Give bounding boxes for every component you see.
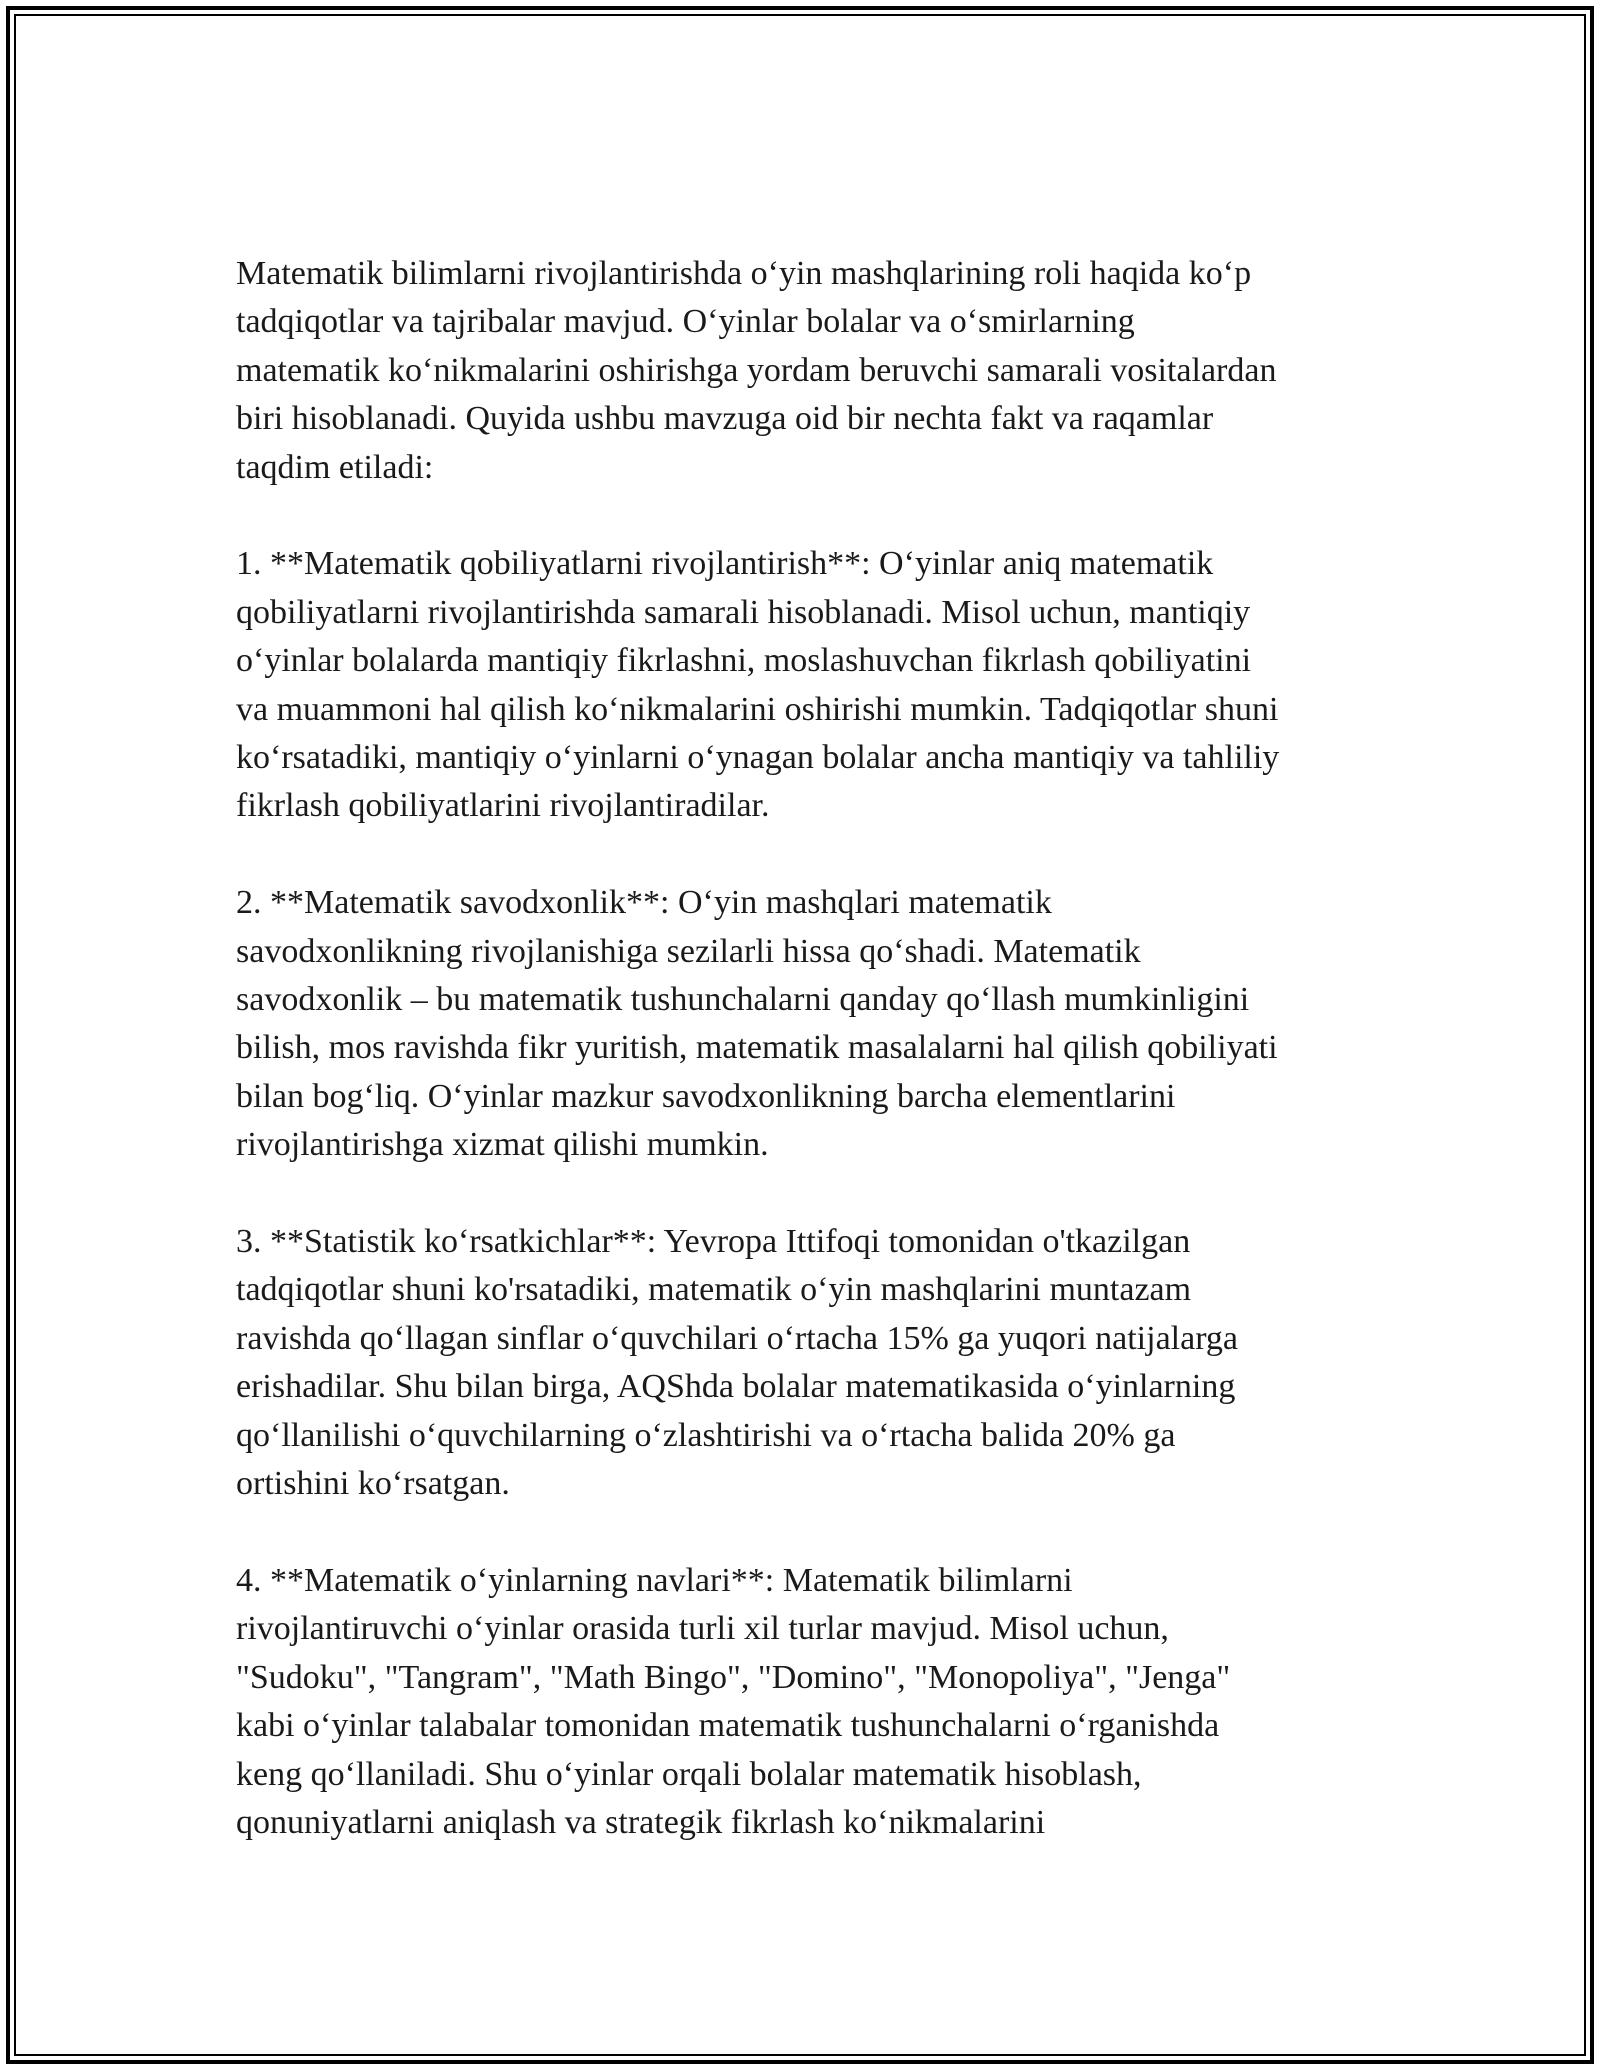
document-body xyxy=(236,250,1396,1847)
paragraph-2-math-literacy: 2. **Matematik savodxonlik**: O‘yin mashqlari matematik savodxonlikning rivojlanishiga sezilarli hissa qo‘shadi. Matematik savodxonlik – bu matematik tushunchalarni qanday qo‘llash mumkinligini bilish, mos ravishda fikr yuritish, matematik masalalarni hal qilish qobiliyati bilan bog‘liq. O‘yinlar mazkur savodxonlikning barcha elementlarini rivojlantirishga xizmat qilishi mumkin. xyxy=(236,884,1278,1164)
intro-paragraph: Matematik bilimlarni rivojlantirishda o‘yin mashqlarining roli haqida ko‘p tadqiqotlar va tajribalar mavjud. O‘yinlar bolalar va o‘smirlarning matematik ko‘nikmalarini oshirishga yordam beruvchi samarali vositalardan biri hisoblanadi. Quyida ushbu mavzuga oid bir nechta fakt va raqamlar taqdim etiladi: xyxy=(236,255,1277,486)
paragraph-1-math-abilities: 1. **Matematik qobiliyatlarni rivojlantirish**: O‘yinlar aniq matematik qobiliyatlarni rivojlantirishda samarali hisoblanadi. Misol uchun, mantiqiy o‘yinlar bolalarda mantiqiy fikrlashni, moslashuvchan fikrlash qobiliyatini va muammoni hal qilish ko‘nikmalarini oshirishi mumkin. Tadqiqotlar shuni ko‘rsatadiki, mantiqiy o‘yinlarni o‘ynagan bolalar ancha mantiqiy va tahliliy fikrlash qobiliyatlarini rivojlantiradilar. xyxy=(236,545,1280,825)
paragraph-4-game-types: 4. **Matematik o‘yinlarning navlari**: Matematik bilimlarni rivojlantiruvchi o‘yinlar orasida turli xil turlar mavjud. Misol uchun, "Sudoku", "Tangram", "Math Bingo", "Domino", "Monopoliya", "Jenga" kabi o‘yinlar talabalar tomonidan matematik tushunchalarni o‘rganishda keng qo‘llaniladi. Shu o‘yinlar orqali bolalar matematik hisoblash, qonuniyatlarni aniqlash va strategik fikrlash ko‘nikmalarini xyxy=(236,1561,1231,1841)
paragraph-3-statistics: 3. **Statistik ko‘rsatkichlar**: Yevropa Ittifoqi tomonidan o'tkazilgan tadqiqotlar shuni ko'rsatadiki, matematik o‘yin mashqlarini muntazam ravishda qo‘llagan sinflar o‘quvchilari o‘rtacha 15% ga yuqori natijalarga erishadilar. Shu bilan birga, AQShda bolalar matematikasida o‘yinlarning qo‘llanilishi o‘quvchilarning o‘zlashtirishi va o‘rtacha balida 20% ga ortishini ko‘rsatgan. xyxy=(236,1223,1239,1503)
